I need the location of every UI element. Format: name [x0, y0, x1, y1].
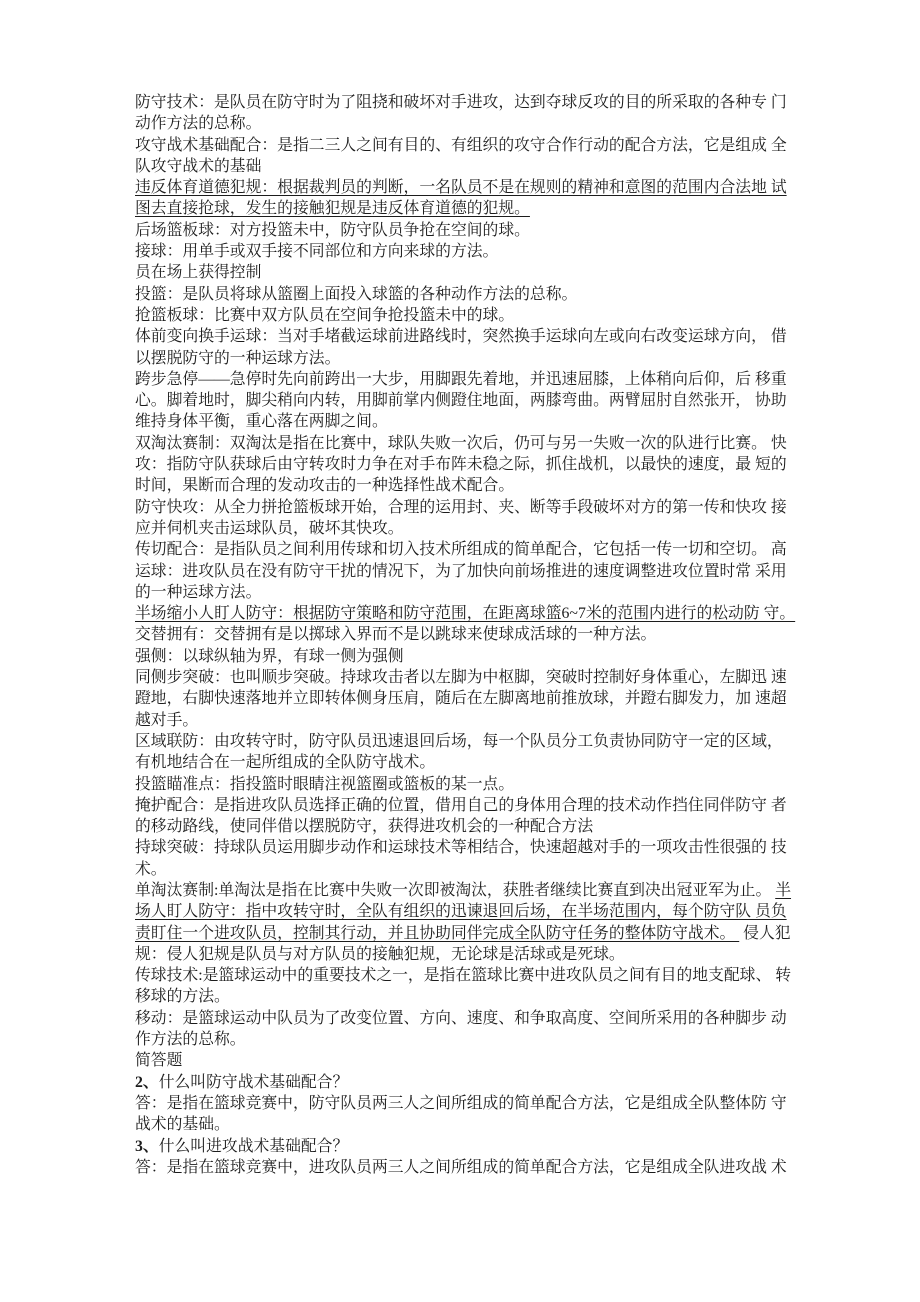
text-line [135, 113, 807, 134]
text-segment: 运球：进攻队员在没有防守干扰的情况下，为了加快向前场推进的速度调整进攻位置时常 采用 [135, 562, 787, 580]
text-line [135, 1072, 807, 1093]
text-segment: 强侧：以球纵轴为界，有球一侧为强侧 [135, 647, 404, 665]
text-line [135, 1136, 807, 1157]
text-segment: 队攻守战术的基础 [135, 157, 262, 175]
text-segment: 应并伺机夹击运球队员，破坏其快攻。 [135, 519, 404, 537]
text-segment: 的一种运球方法。 [135, 583, 262, 601]
text-line [135, 561, 807, 582]
text-line [135, 1050, 807, 1071]
text-line [135, 518, 807, 539]
text-segment: 单淘汰赛制:单淘汰是指在比赛中失败一次即被淘汰，获胜者继续比赛直到决出冠亚军为止。 [135, 881, 776, 899]
text-line [135, 624, 807, 645]
text-segment: 跨步急停——急停时先向前跨出一大步，用脚跟先着地，并迅速屈膝，上体稍向后仰，后 移重 [135, 370, 787, 388]
text-line [135, 454, 807, 475]
text-segment: 投篮：是队员将球从篮圈上面投入球篮的各种动作方法的总称。 [135, 285, 578, 303]
underlined-text-segment: 半场缩小人盯人防守：根据防守策略和防守范围，在距离球篮6~7米的范围内进行的松动防 守。 [135, 605, 796, 623]
text-segment: 蹬地，右脚快速落地并立即转体侧身压肩，随后在左脚离地前推放球，并蹬右脚发力，加 速超 [135, 690, 787, 708]
text-line [135, 667, 807, 688]
text-segment: 攻：指防守队获球后由守转攻时力争在对手布阵未稳之际，抓住战机，以最快的速度，最 短的 [135, 456, 787, 474]
text-segment: 后场篮板球：对方投篮未中，防守队员争抢在空间的球。 [135, 221, 530, 239]
text-line [135, 135, 807, 156]
text-line [135, 1008, 807, 1029]
text-line [135, 262, 807, 283]
text-line [135, 1029, 807, 1050]
underlined-text-segment: 违反体育道德犯规：根据裁判员的判断，一名队员不是在规则的精神和意图的范围内合法地 试 [135, 179, 787, 197]
text-segment: 心。脚着地时，脚尖稍向内转，用脚前掌内侧蹬住地面，两膝弯曲。两臂屈肘自然张开， 协助 [135, 392, 787, 410]
text-segment: 2、 [135, 1073, 159, 1091]
text-segment: 体前变向换手运球：当对手堵截运球前进路线时，突然换手运球向左或向右改变运球方向， 借 [135, 328, 787, 346]
text-segment: 侵人犯 [739, 924, 791, 942]
text-line [135, 1157, 807, 1178]
text-segment: 以摆脱防守的一种运球方法。 [135, 349, 341, 367]
text-segment: 越对手。 [135, 711, 199, 729]
text-line [135, 816, 807, 837]
text-line [135, 880, 807, 901]
text-segment: 简答题 [135, 1052, 183, 1070]
text-segment: 防守技术：是队员在防守时为了阻挠和破坏对手进攻，达到夺球反攻的目的所采取的各种专 门 [135, 94, 787, 111]
text-segment: 传切配合：是指队员之间利用传球和切入技术所组成的简单配合，它包括一传一切和空切。 高 [135, 541, 787, 559]
text-segment: 员在场上获得控制 [135, 264, 262, 282]
text-segment: 动作方法的总称。 [135, 115, 262, 133]
text-line [135, 859, 807, 880]
text-segment: 防守快攻：从全力拼抢篮板球开始，合理的运用封、夹、断等手段破坏对方的第一传和快攻 接 [135, 498, 787, 516]
text-line [135, 326, 807, 347]
text-line [135, 965, 807, 986]
text-segment: 维持身体平衡，重心落在两脚之间。 [135, 413, 388, 431]
text-segment: 同侧步突破：也叫顺步突破。持球攻击者以左脚为中枢脚，突破时控制好身体重心，左脚迅 速 [135, 669, 787, 687]
text-segment: 规：侵人犯规是队员与对方队员的接触犯规，无论球是活球或是死球。 [135, 945, 625, 963]
text-line [135, 156, 807, 177]
text-line [135, 603, 807, 624]
underlined-text-segment: 责盯住一个进攻队员，控制其行动，并且协助同伴完成全队防守任务的整体防守战术。 [135, 924, 740, 942]
text-line [135, 752, 807, 773]
text-line [135, 348, 807, 369]
text-line [135, 731, 807, 752]
text-line [135, 986, 807, 1007]
text-line [135, 198, 807, 219]
text-line [135, 497, 807, 518]
text-segment: 什么叫防守战术基础配合？ [158, 1073, 349, 1091]
text-segment: 投篮瞄准点：指投篮时眼睛注视篮圈或篮板的某一点。 [135, 775, 515, 793]
text-segment: 作方法的总称。 [135, 1031, 246, 1049]
text-segment: 抢篮板球：比赛中双方队员在空间争抢投篮未中的球。 [135, 306, 515, 324]
text-segment: 持球突破：持球队员运用脚步动作和运球技术等相结合，快速超越对手的一项攻击性很强的 技 [135, 839, 787, 857]
underlined-text-segment: 半 [775, 881, 792, 899]
text-segment: 3、 [135, 1137, 159, 1155]
underlined-text-segment: 场人盯人防守：指中攻转守时，全队有组织的迅谏退回后场，在半场范围内，每个防守队 员负 [135, 903, 787, 921]
text-line [135, 284, 807, 305]
text-segment: 有机地结合在一起所组成的全队防守战术。 [135, 754, 436, 772]
text-line [135, 433, 807, 454]
text-line [135, 475, 807, 496]
text-segment: 掩护配合：是指进攻队员选择正确的位置，借用自己的身体用合理的技术动作挡住同伴防守 者 [135, 796, 787, 814]
text-segment: 交替拥有：交替拥有是以掷球入界而不是以跳球来使球成活球的一种方法。 [135, 626, 657, 644]
text-segment: 战术的基础。 [135, 1116, 230, 1134]
text-line [135, 774, 807, 795]
text-segment: 术。 [135, 860, 167, 878]
text-segment: 移动：是篮球运动中队员为了改变位置、方向、速度、和争取高度、空间所采用的各种脚步 动 [135, 1009, 787, 1027]
text-segment: 区域联防：由攻转守时，防守队员迅速退回后场，每一个队员分工负责协同防守一定的区域， [135, 732, 783, 750]
text-segment: 时间，果断而合理的发动攻击的一种选择性战术配合。 [135, 477, 515, 495]
text-line [135, 220, 807, 241]
text-line [135, 944, 807, 965]
text-line [135, 646, 807, 667]
text-line [135, 241, 807, 262]
text-line [135, 710, 807, 731]
underlined-text-segment: 图去直接抢球，发生的接触犯规是违反体育道德的犯规。 [135, 200, 530, 218]
text-segment: 双淘汰赛制：双淘汰是指在比赛中，球队失败一次后，仍可与另一失败一次的队进行比赛。 快 [135, 434, 787, 452]
text-block [135, 92, 807, 1178]
text-line [135, 539, 807, 560]
text-segment: 接球：用单手或双手接不同部位和方向来球的方法。 [135, 243, 499, 261]
text-line [135, 688, 807, 709]
text-line [135, 582, 807, 603]
text-line [135, 1114, 807, 1135]
text-segment: 答：是指在篮球竞赛中，防守队员两三人之间所组成的简单配合方法，它是组成全队整体防 守 [135, 1094, 787, 1112]
text-line [135, 177, 807, 198]
text-segment: 什么叫进攻战术基础配合？ [158, 1137, 349, 1155]
text-segment: 答：是指在篮球竞赛中，进攻队员两三人之间所组成的简单配合方法，它是组成全队进攻战 术 [135, 1158, 787, 1176]
text-line [135, 369, 807, 390]
text-line [135, 305, 807, 326]
text-line [135, 923, 807, 944]
text-line [135, 390, 807, 411]
text-line [135, 795, 807, 816]
text-line [135, 411, 807, 432]
text-segment: 传球技术:是篮球运动中的重要技术之一，是指在篮球比赛中进攻队员之间有目的地支配球、 转 [135, 967, 792, 985]
text-segment: 的移动路线，使同伴借以摆脱防守，获得进攻机会的一种配合方法 [135, 818, 594, 836]
text-segment: 攻守战术基础配合：是指二三人之间有目的、有组织的攻守合作行动的配合方法，它是组成 全 [135, 136, 787, 154]
text-line [135, 1093, 807, 1114]
text-segment: 移球的方法。 [135, 988, 230, 1006]
text-line [135, 837, 807, 858]
text-line [135, 92, 807, 113]
text-line [135, 901, 807, 922]
